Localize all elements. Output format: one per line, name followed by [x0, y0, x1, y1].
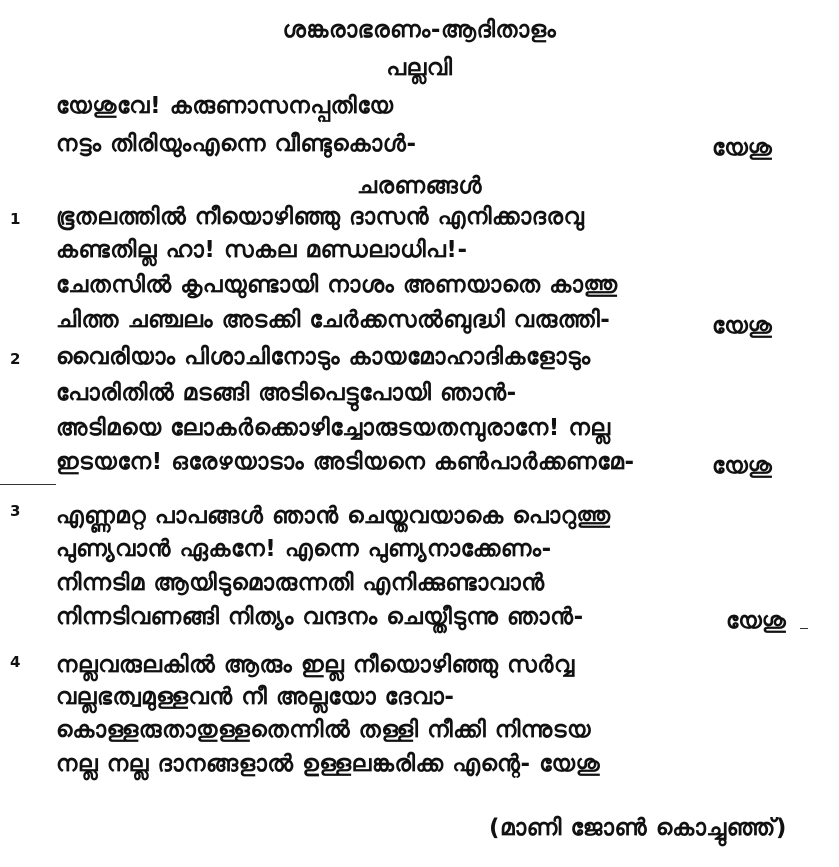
- stanza-line: ചേതസിൽ കൃപയുണ്ടായി നാശം അണയാതെ കാത്തു: [56, 272, 618, 298]
- pallavi-refrain: യേശു: [712, 135, 772, 161]
- stanza-line: കണ്ടതില്ല ഹാ! സകല മണ്ഡലാധിപ!-: [56, 237, 468, 263]
- stanza-number: 3: [10, 502, 21, 520]
- stanza-line: കൊള്ളരുതാതുള്ളതെന്നിൽ തള്ളി നീക്കി നിന്നുടയ: [56, 717, 592, 743]
- stanza-line: നല്ലവരുലകിൽ ആരും ഇല്ല നീയൊഴിഞ്ഞു സർവ്വ: [56, 652, 575, 678]
- pallavi-title: പല്ലവി: [386, 55, 453, 81]
- stanza-line: ചിത്ത ചഞ്ചലം അടക്കി ചേർക്കസൽബുദ്ധി വരുത്തി-: [56, 307, 611, 333]
- pallavi-line: യേശുവേ! കരുണാസനപ്പതിയേ: [56, 93, 394, 119]
- pallavi-line: നട്ടം തിരിയുംഎന്നെ വീണ്ടുകൊൾ-: [56, 131, 417, 157]
- stanza-refrain: യേശു: [712, 453, 772, 479]
- stanza-line: വൈരിയാം പിശാചിനോടും കായമോഹാദികളോടും: [56, 344, 591, 370]
- author-credit: (മാണി ജോൺ കൊച്ചുഞ്ഞ്): [489, 815, 787, 841]
- stanza-refrain: യേശു: [726, 608, 786, 634]
- stanza-number: 4: [10, 653, 21, 671]
- stanza-line: എണ്ണമറ്റ പാപങ്ങൾ ഞാൻ ചെയ്തവയാകെ പൊറുത്തു: [56, 503, 611, 529]
- stanza-line: ഭൂതലത്തിൽ നീയൊഴിഞ്ഞു ദാസൻ എനിക്കാദരവു: [56, 204, 585, 230]
- divider: [0, 484, 56, 485]
- stanza-line: പുണ്യവാൻ ഏകനേ! എന്നെ പുണ്യനാക്കേണം-: [56, 536, 552, 562]
- stanza-line: നിന്നടിവണങ്ങി നിത്യം വന്ദനം ചെയ്തീടുന്നു ഞാൻ-: [56, 604, 584, 630]
- stanza-number: 1: [10, 210, 21, 228]
- stanza-line: നിന്നടിമ ആയിടുമൊരുന്നതി എനിക്കുണ്ടാവാൻ: [56, 570, 545, 596]
- stanza-line: ഇടയനേ! ഒരേഴയാടാം അടിയനെ കൺപാർക്കണമേ-: [56, 449, 635, 475]
- divider: [800, 628, 808, 629]
- stanza-line: അടിമയെ ലോകർക്കൊഴിച്ചോരുടയതമ്പുരാനേ! നല്ല: [56, 415, 611, 441]
- stanza-number: 2: [10, 350, 21, 368]
- stanza-line: വല്ലഭത്വമുള്ളവൻ നീ അല്ലയോ ദേവാ-: [56, 684, 455, 710]
- stanza-line: പോരിതിൽ മടങ്ങി അടിപെട്ടുപോയി ഞാൻ-: [56, 380, 517, 406]
- raga-tala-heading: ശങ്കരാഭരണം-ആദിതാളം: [282, 17, 557, 43]
- stanza-line: നല്ല നല്ല ദാനങ്ങളാൽ ഉള്ളലങ്കരിക്ക എന്റെ- യേശു: [56, 751, 601, 777]
- charanam-title: ചരണങ്ങൾ: [356, 173, 483, 199]
- stanza-refrain: യേശു: [712, 313, 772, 339]
